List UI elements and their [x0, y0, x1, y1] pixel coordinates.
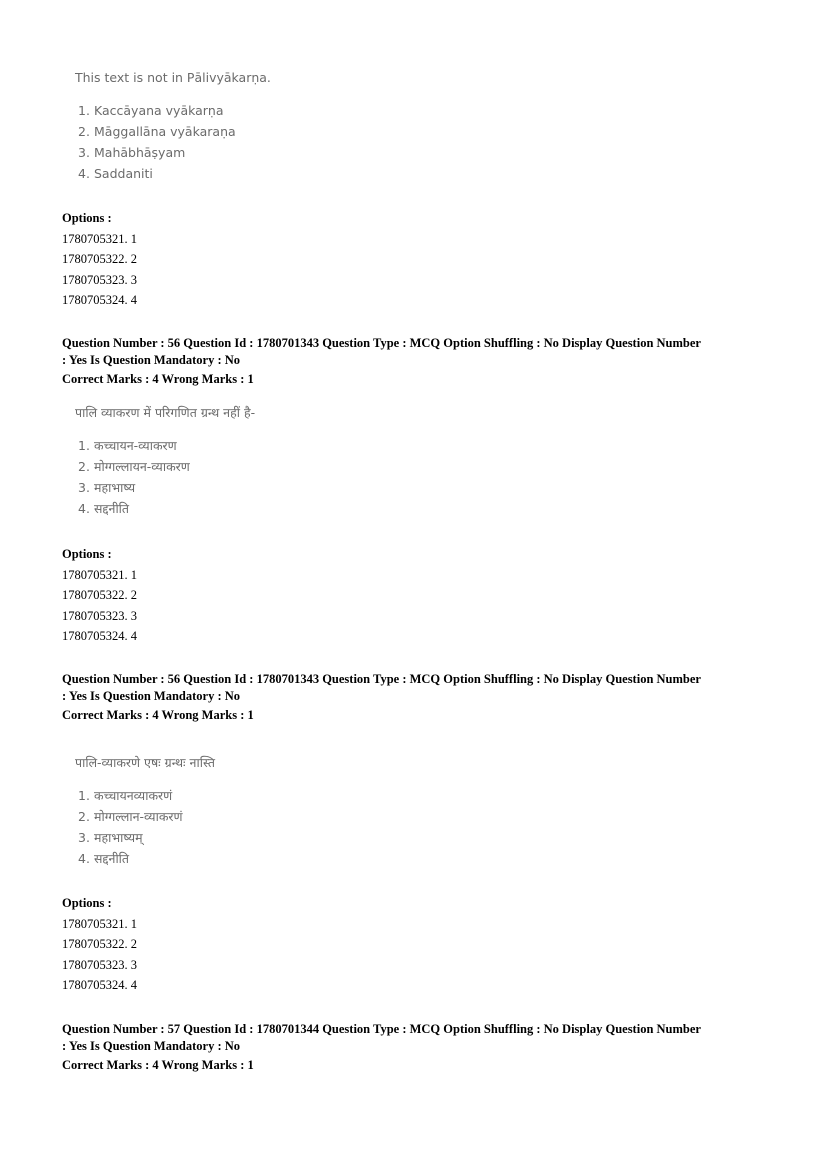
question-stem: पालि-व्याकरणे एषः ग्रन्थः नास्ति	[75, 755, 215, 770]
options-label: Options :	[62, 896, 112, 910]
question-meta	[62, 671, 774, 724]
option-row: 1780705324. 4	[62, 629, 137, 643]
options-label: Options :	[62, 547, 112, 561]
options-label: Options :	[62, 211, 112, 225]
question-image-sanskrit	[75, 755, 215, 869]
question-meta-line: Question Number : 57 Question Id : 1780701344 Question Type : MCQ Option Shuffling : No Display Question Number	[62, 1022, 701, 1036]
option-row: 1780705324. 4	[62, 978, 137, 992]
question-marks: Correct Marks : 4 Wrong Marks : 1	[62, 1058, 254, 1072]
question-meta-line: : Yes Is Question Mandatory : No	[62, 1039, 241, 1053]
question-image-english	[75, 70, 271, 184]
question-stem: This text is not in Pālivyākarṇa.	[75, 70, 271, 85]
question-image-hindi	[75, 405, 255, 519]
choice-item: 3. महाभाष्य	[78, 480, 136, 495]
question-meta-line: Question Number : 56 Question Id : 1780701343 Question Type : MCQ Option Shuffling : No Display Question Number	[62, 672, 701, 686]
question-meta-line: Question Number : 56 Question Id : 1780701343 Question Type : MCQ Option Shuffling : No Display Question Number	[62, 336, 701, 350]
choice-item: 1. कच्चायन-व्याकरण	[78, 438, 177, 453]
option-row: 1780705324. 4	[62, 293, 137, 307]
choice-item: 4. सद्दनीति	[78, 501, 130, 516]
option-row: 1780705321. 1	[62, 231, 137, 246]
option-row: 1780705323. 3	[62, 957, 137, 972]
options-list	[62, 544, 137, 647]
option-row: 1780705321. 1	[62, 567, 137, 582]
question-choices	[75, 100, 271, 184]
question-choices	[75, 435, 255, 519]
question-meta	[62, 1021, 774, 1074]
choice-item: 2. मोग्गल्लान-व्याकरणं	[78, 809, 183, 824]
question-stem: पालि व्याकरण में परिगणित ग्रन्थ नहीं है-	[75, 405, 256, 420]
choice-item: 1. कच्चायनव्याकरणं	[78, 788, 173, 803]
choice-item: 3. Mahābhāṣyam	[78, 145, 186, 160]
option-row: 1780705323. 3	[62, 272, 137, 287]
question-meta	[62, 335, 774, 388]
option-row: 1780705322. 2	[62, 252, 137, 266]
option-row: 1780705322. 2	[62, 937, 137, 951]
question-meta-line: : Yes Is Question Mandatory : No	[62, 353, 241, 367]
options-list	[62, 208, 137, 311]
choice-item: 4. सद्दनीति	[78, 851, 130, 866]
choice-item: 4. Saddaniti	[78, 166, 153, 181]
question-choices	[75, 785, 215, 869]
choice-item: 3. महाभाष्यम्	[78, 830, 143, 845]
option-row: 1780705322. 2	[62, 588, 137, 602]
choice-item: 2. Māggallāna vyākaraṇa	[78, 124, 236, 139]
options-list	[62, 893, 137, 996]
question-meta-line: : Yes Is Question Mandatory : No	[62, 689, 241, 703]
question-marks: Correct Marks : 4 Wrong Marks : 1	[62, 372, 254, 386]
option-row: 1780705321. 1	[62, 916, 137, 931]
choice-item: 1. Kaccāyana vyākarṇa	[78, 103, 224, 118]
question-marks: Correct Marks : 4 Wrong Marks : 1	[62, 708, 254, 722]
choice-item: 2. मोग्गल्लायन-व्याकरण	[78, 459, 190, 474]
option-row: 1780705323. 3	[62, 608, 137, 623]
